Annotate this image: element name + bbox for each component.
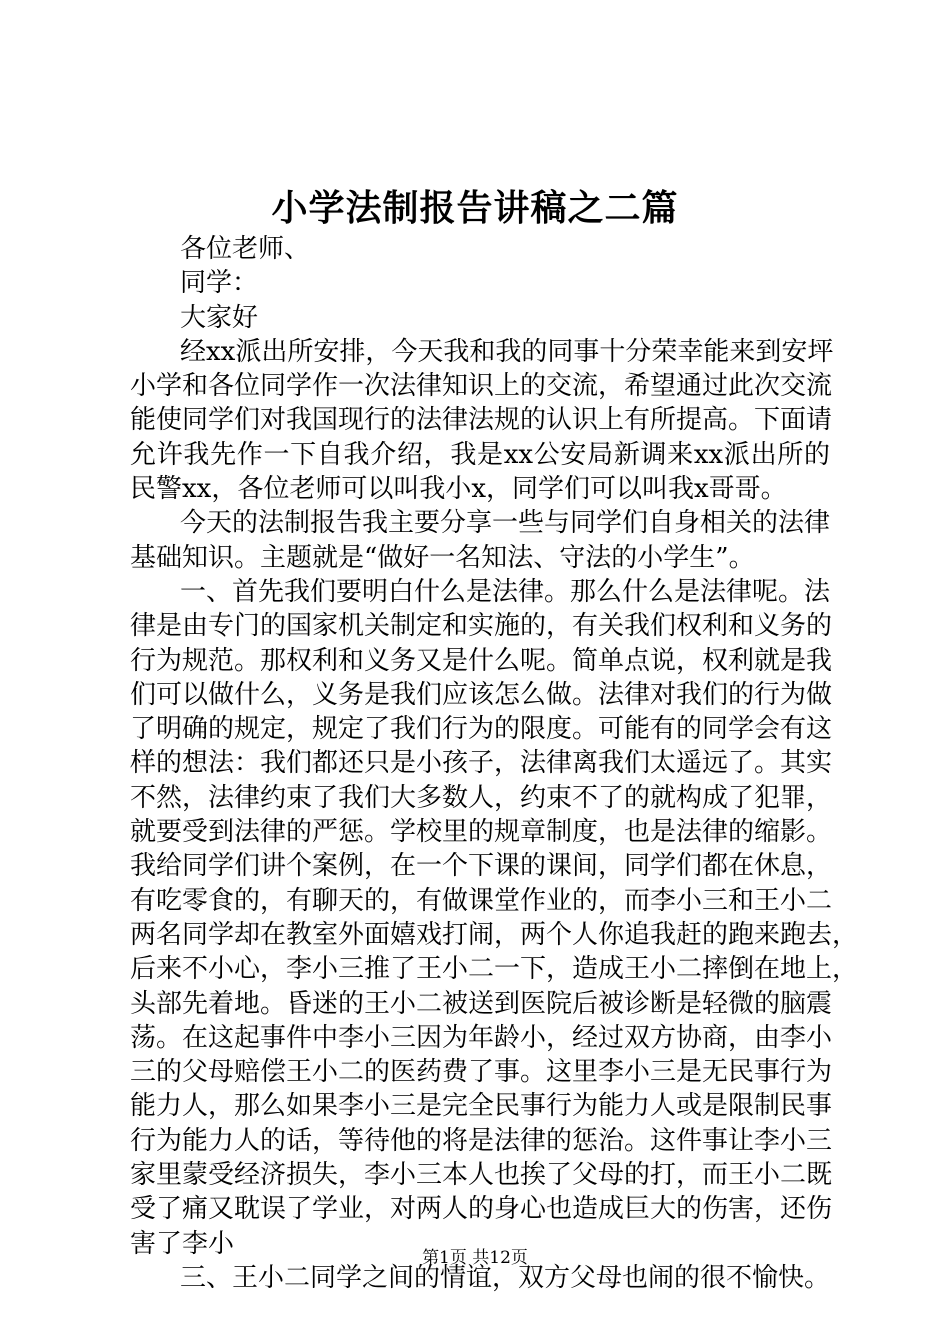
text-line: 荡。在这起事件中李小三因为年龄小，经过双方协商，由李小: [130, 1022, 833, 1053]
text-line: 经xx派出所安排，今天我和我的同事十分荣幸能来到安坪: [180, 336, 834, 367]
text-line: 受了痛又耽误了学业，对两人的身心也造成巨大的伤害，还伤: [130, 1194, 833, 1225]
text-line: 允许我先作一下自我介绍，我是xx公安局新调来xx派出所的: [130, 439, 830, 470]
text-line: 三的父母赔偿王小二的医药费了事。这里李小三是无民事行为: [130, 1057, 833, 1088]
text-line: 一、首先我们要明白什么是法律。那么什么是法律呢。法: [180, 576, 831, 607]
text-line: 小学和各位同学作一次法律知识上的交流，希望通过此次交流: [130, 371, 833, 402]
document-body: [130, 232, 859, 1295]
text-line: 律是由专门的国家机关制定和实施的，有关我们权利和义务的: [130, 611, 833, 642]
text-line: 就要受到法律的严惩。学校里的规章制度，也是法律的缩影。: [130, 817, 833, 848]
greeting-line: 大家好: [180, 302, 259, 333]
text-line: 后来不小心，李小三推了王小二一下，造成王小二摔倒在地上，: [130, 954, 859, 985]
text-line: 不然，法律约束了我们大多数人，约束不了的就构成了犯罪，: [130, 782, 833, 813]
text-line: 们可以做什么，义务是我们应该怎么做。法律对我们的行为做: [130, 679, 833, 710]
text-line: 行为能力人的话，等待他的将是法律的惩治。这件事让李小三: [130, 1125, 833, 1156]
text-line: 三、王小二同学之间的情谊，双方父母也闹的很不愉快。: [180, 1262, 831, 1293]
text-line: 民警xx，各位老师可以叫我小x，同学们可以叫我x哥哥。: [130, 474, 787, 505]
greeting-line: 各位老师、: [180, 234, 311, 264]
text-line: 两名同学却在教室外面嬉戏打闹，两个人你追我赶的跑来跑去，: [130, 919, 859, 950]
text-line: 家里蒙受经济损失，李小三本人也挨了父母的打，而王小二既: [130, 1160, 833, 1191]
greeting-line: 同学：: [180, 268, 259, 299]
text-line: 我给同学们讲个案例，在一个下课的课间，同学们都在休息，: [130, 851, 833, 882]
text-line: 能力人，那么如果李小三是完全民事行为能力人或是限制民事: [130, 1091, 833, 1122]
text-line: 能使同学们对我国现行的法律法规的认识上有所提高。下面请: [130, 405, 833, 436]
page-footer: 第1页 共12页: [422, 1248, 528, 1268]
text-line: 害了李小: [130, 1228, 235, 1259]
text-line: 头部先着地。昏迷的王小二被送到医院后被诊断是轻微的脑震: [130, 988, 833, 1019]
text-line: 行为规范。那权利和义务又是什么呢。简单点说，权利就是我: [130, 645, 833, 676]
text-line: 了明确的规定，规定了我们行为的限度。可能有的同学会有这: [130, 714, 833, 745]
text-line: 今天的法制报告我主要分享一些与同学们自身相关的法律: [180, 508, 831, 539]
text-line: 基础知识。主题就是“做好一名知法、守法的小学生”。: [130, 542, 755, 573]
text-line: 样的想法：我们都还只是小孩子，法律离我们太遥远了。其实: [130, 748, 833, 779]
document-title: 小学法制报告讲稿之二篇: [271, 187, 679, 229]
text-line: 有吃零食的，有聊天的，有做课堂作业的，而李小三和王小二: [130, 885, 833, 916]
